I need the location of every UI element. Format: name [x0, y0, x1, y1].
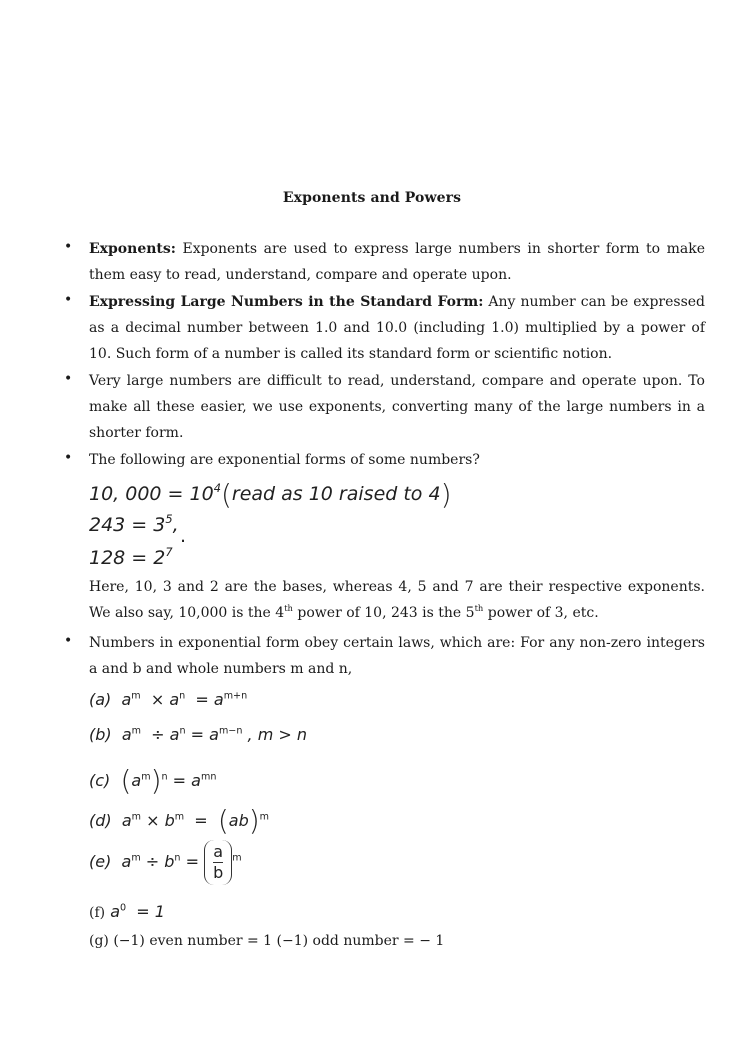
law-d: (d) $a^m \times b^m = (ab)^m$ — [89, 804, 270, 837]
definition-exponents: Exponents are used to express large numbers in shorter form to make them easy to read, understand, compare and operate upon. — [89, 241, 705, 283]
term-exponents: Exponents: — [89, 241, 176, 257]
bullet-dot: • — [64, 239, 73, 255]
term-standard-form: Expressing Large Numbers in the Standard Form: — [89, 294, 484, 310]
example-dot: . — [180, 525, 187, 547]
bullet-dot: • — [64, 633, 73, 649]
bullet-large-numbers: Very large numbers are difficult to read, understand, compare and operate upon. To make all these easier, we use exponents, converting many of the large numbers in a shorter form. — [89, 373, 705, 441]
law-f: (f) $a^0 = 1$ — [89, 902, 165, 921]
bullet-dot: • — [64, 371, 73, 387]
example-128: $128 = 2^7$ — [89, 545, 173, 569]
law-e: (e) $a^m \div b^n$ = $\frac{a}{b}$ $^m$ — [89, 840, 242, 885]
law-a: (a) $a^m \times a^n = a^{m+n}$ — [89, 690, 248, 709]
bullet-exponents — [89, 236, 705, 288]
fraction-a-over-b: $\frac{a}{b}$ — [204, 840, 232, 885]
bases-explanation: Here, 10, 3 and 2 are the bases, whereas 4, 5 and 7 are their respective exponents. We also say, 10,000 is the 4th power of 10, 243 is the 5th power of 3, etc. — [89, 579, 705, 621]
bullet-laws: Numbers in exponential form obey certain laws, which are: For any non-zero integers a and b and whole numbers m and n, — [89, 635, 705, 677]
page-title: Exponents and Powers — [282, 190, 462, 206]
law-b: (b) $a^m \div a^n = a^{m-n}$ , m > n — [89, 725, 307, 744]
bullet-exponential-forms: The following are exponential forms of some numbers? — [89, 452, 480, 468]
definition-standard-form: Any number can be expressed as a decimal number between 1.0 and 10.0 (including 1.0) multiplied by a power of 10. Such form of a number is called its standard form or scientific notion. — [89, 294, 705, 362]
bullet-dot: • — [64, 450, 73, 466]
law-g: (g) (−1) even number = 1 (−1) odd number = − 1 — [89, 933, 445, 949]
example-243: $243 = 3^5$, — [89, 512, 179, 536]
law-c: (c) $(a^m)^n = a^{mn}$ — [89, 764, 217, 797]
bullet-standard-form — [89, 289, 705, 367]
example-10000: 10, $000 = 10^4(read$ as 10 raised to 4) — [89, 478, 452, 511]
bullet-dot: • — [64, 292, 73, 308]
